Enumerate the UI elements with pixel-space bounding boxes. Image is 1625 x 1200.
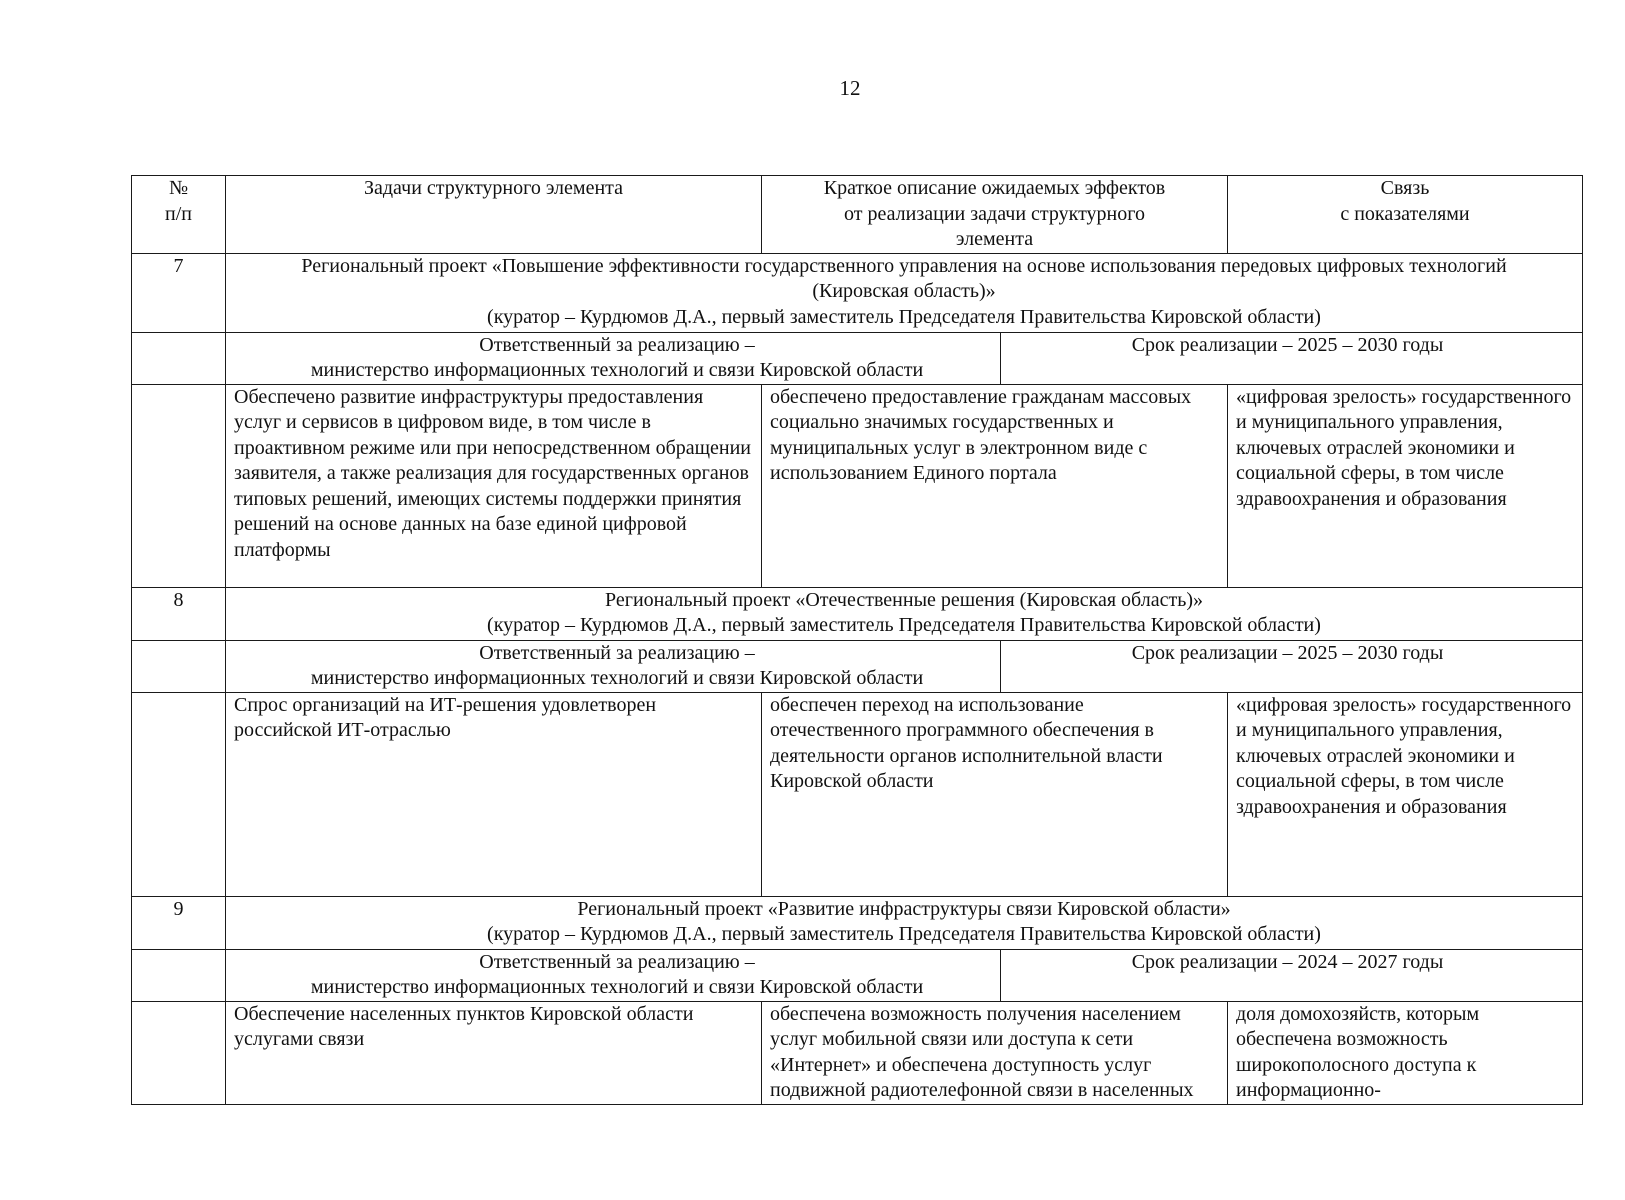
term-text: Срок реализации – 2025 – 2030 годы (1131, 333, 1444, 356)
project-curator: (куратор – Курдюмов Д.А., первый заместитель Председателя Правительства Кировской области) (487, 614, 1321, 636)
responsible-term-cell (226, 640, 1583, 692)
table-row (132, 1001, 1583, 1104)
responsible-label: Ответственный за реализацию – (479, 641, 755, 664)
page-number: 12 (839, 76, 861, 100)
project-curator: (куратор – Курдюмов Д.А., первый заместитель Председателя Правительства Кировской области) (487, 923, 1321, 945)
empty-cell (132, 692, 226, 896)
empty-cell (132, 384, 226, 587)
task-cell: Обеспечено развитие инфраструктуры предоставления услуг и сервисов в цифровом виде, в том числе в проактивном режиме или при непосредственном обращении заявителя, а также реализация для государственных органов типовых решений, имеющих системы поддержки принятия решений на основе данных на базе единой цифровой платформы (226, 384, 762, 587)
effect-cell: обеспечен переход на использование отечественного программного обеспечения в деятельности органов исполнительной власти Кировской области (762, 692, 1228, 896)
responsible-label: Ответственный за реализацию – (479, 333, 755, 356)
responsible-text (234, 950, 1001, 1001)
empty-cell (132, 949, 226, 1001)
project-title (226, 587, 1583, 640)
project-title-line: Региональный проект «Отечественные решения (Кировская область)» (605, 588, 1203, 611)
table-row (132, 692, 1583, 896)
project-title-line: Региональный проект «Развитие инфраструктуры связи Кировской области» (577, 897, 1231, 920)
project-row (132, 253, 1583, 332)
project-title (226, 253, 1583, 332)
task-cell: Обеспечение населенных пунктов Кировской области услугами связи (226, 1001, 762, 1104)
project-row (132, 896, 1583, 949)
structural-elements-table (131, 175, 1583, 1105)
term-text: Срок реализации – 2024 – 2027 годы (1131, 950, 1444, 973)
project-row (132, 587, 1583, 640)
table-header-row (132, 176, 1583, 254)
empty-cell (132, 640, 226, 692)
responsible-term-cell (226, 332, 1583, 384)
responsible-ministry: министерство информационных технологий и связи Кировской области (310, 667, 924, 689)
row-number: 8 (132, 587, 226, 640)
responsible-row (132, 332, 1583, 384)
indicator-cell: «цифровая зрелость» государственного и муниципального управления, ключевых отраслей экономики и социальной сферы, в том числе здравоохранения и образования (1228, 692, 1583, 896)
table-row (132, 384, 1583, 587)
header-indicators: Связь с показателями (1228, 176, 1583, 254)
header-effects: Краткое описание ожидаемых эффектов от реализации задачи структурного элемента (762, 176, 1228, 254)
effect-cell: обеспечена возможность получения населением услуг мобильной связи или доступа к сети «Интернет» и обеспечена доступность услуг подвижной радиотелефонной связи в населенных (762, 1001, 1228, 1104)
indicator-cell: доля домохозяйств, которым обеспечена возможность широкополосного доступа к информационно- (1228, 1001, 1583, 1104)
row-number: 7 (132, 253, 226, 332)
header-num: № п/п (132, 176, 226, 254)
header-tasks: Задачи структурного элемента (226, 176, 762, 254)
responsible-ministry: министерство информационных технологий и связи Кировской области (310, 976, 924, 998)
responsible-row (132, 640, 1583, 692)
responsible-row (132, 949, 1583, 1001)
responsible-label: Ответственный за реализацию – (479, 950, 755, 973)
empty-cell (132, 332, 226, 384)
responsible-ministry: министерство информационных технологий и связи Кировской области (310, 359, 924, 381)
effect-cell: обеспечено предоставление гражданам массовых социально значимых государственных и муниципальных услуг в электронном виде с использованием Единого портала (762, 384, 1228, 587)
indicator-cell: «цифровая зрелость» государственного и муниципального управления, ключевых отраслей экономики и социальной сферы, в том числе здравоохранения и образования (1228, 384, 1583, 587)
empty-cell (132, 1001, 226, 1104)
project-title-line: (Кировская область)» (812, 280, 996, 302)
task-cell: Спрос организаций на ИТ-решения удовлетворен российской ИТ-отраслью (226, 692, 762, 896)
project-curator: (куратор – Курдюмов Д.А., первый заместитель Председателя Правительства Кировской области) (487, 305, 1321, 328)
row-number: 9 (132, 896, 226, 949)
responsible-term-cell (226, 949, 1583, 1001)
term-text: Срок реализации – 2025 – 2030 годы (1131, 641, 1444, 664)
responsible-text (234, 333, 1001, 384)
project-title-line: Региональный проект «Повышение эффективности государственного управления на основе использования передовых цифровых технологий (301, 254, 1507, 277)
responsible-text (234, 641, 1001, 692)
project-title (226, 896, 1583, 949)
